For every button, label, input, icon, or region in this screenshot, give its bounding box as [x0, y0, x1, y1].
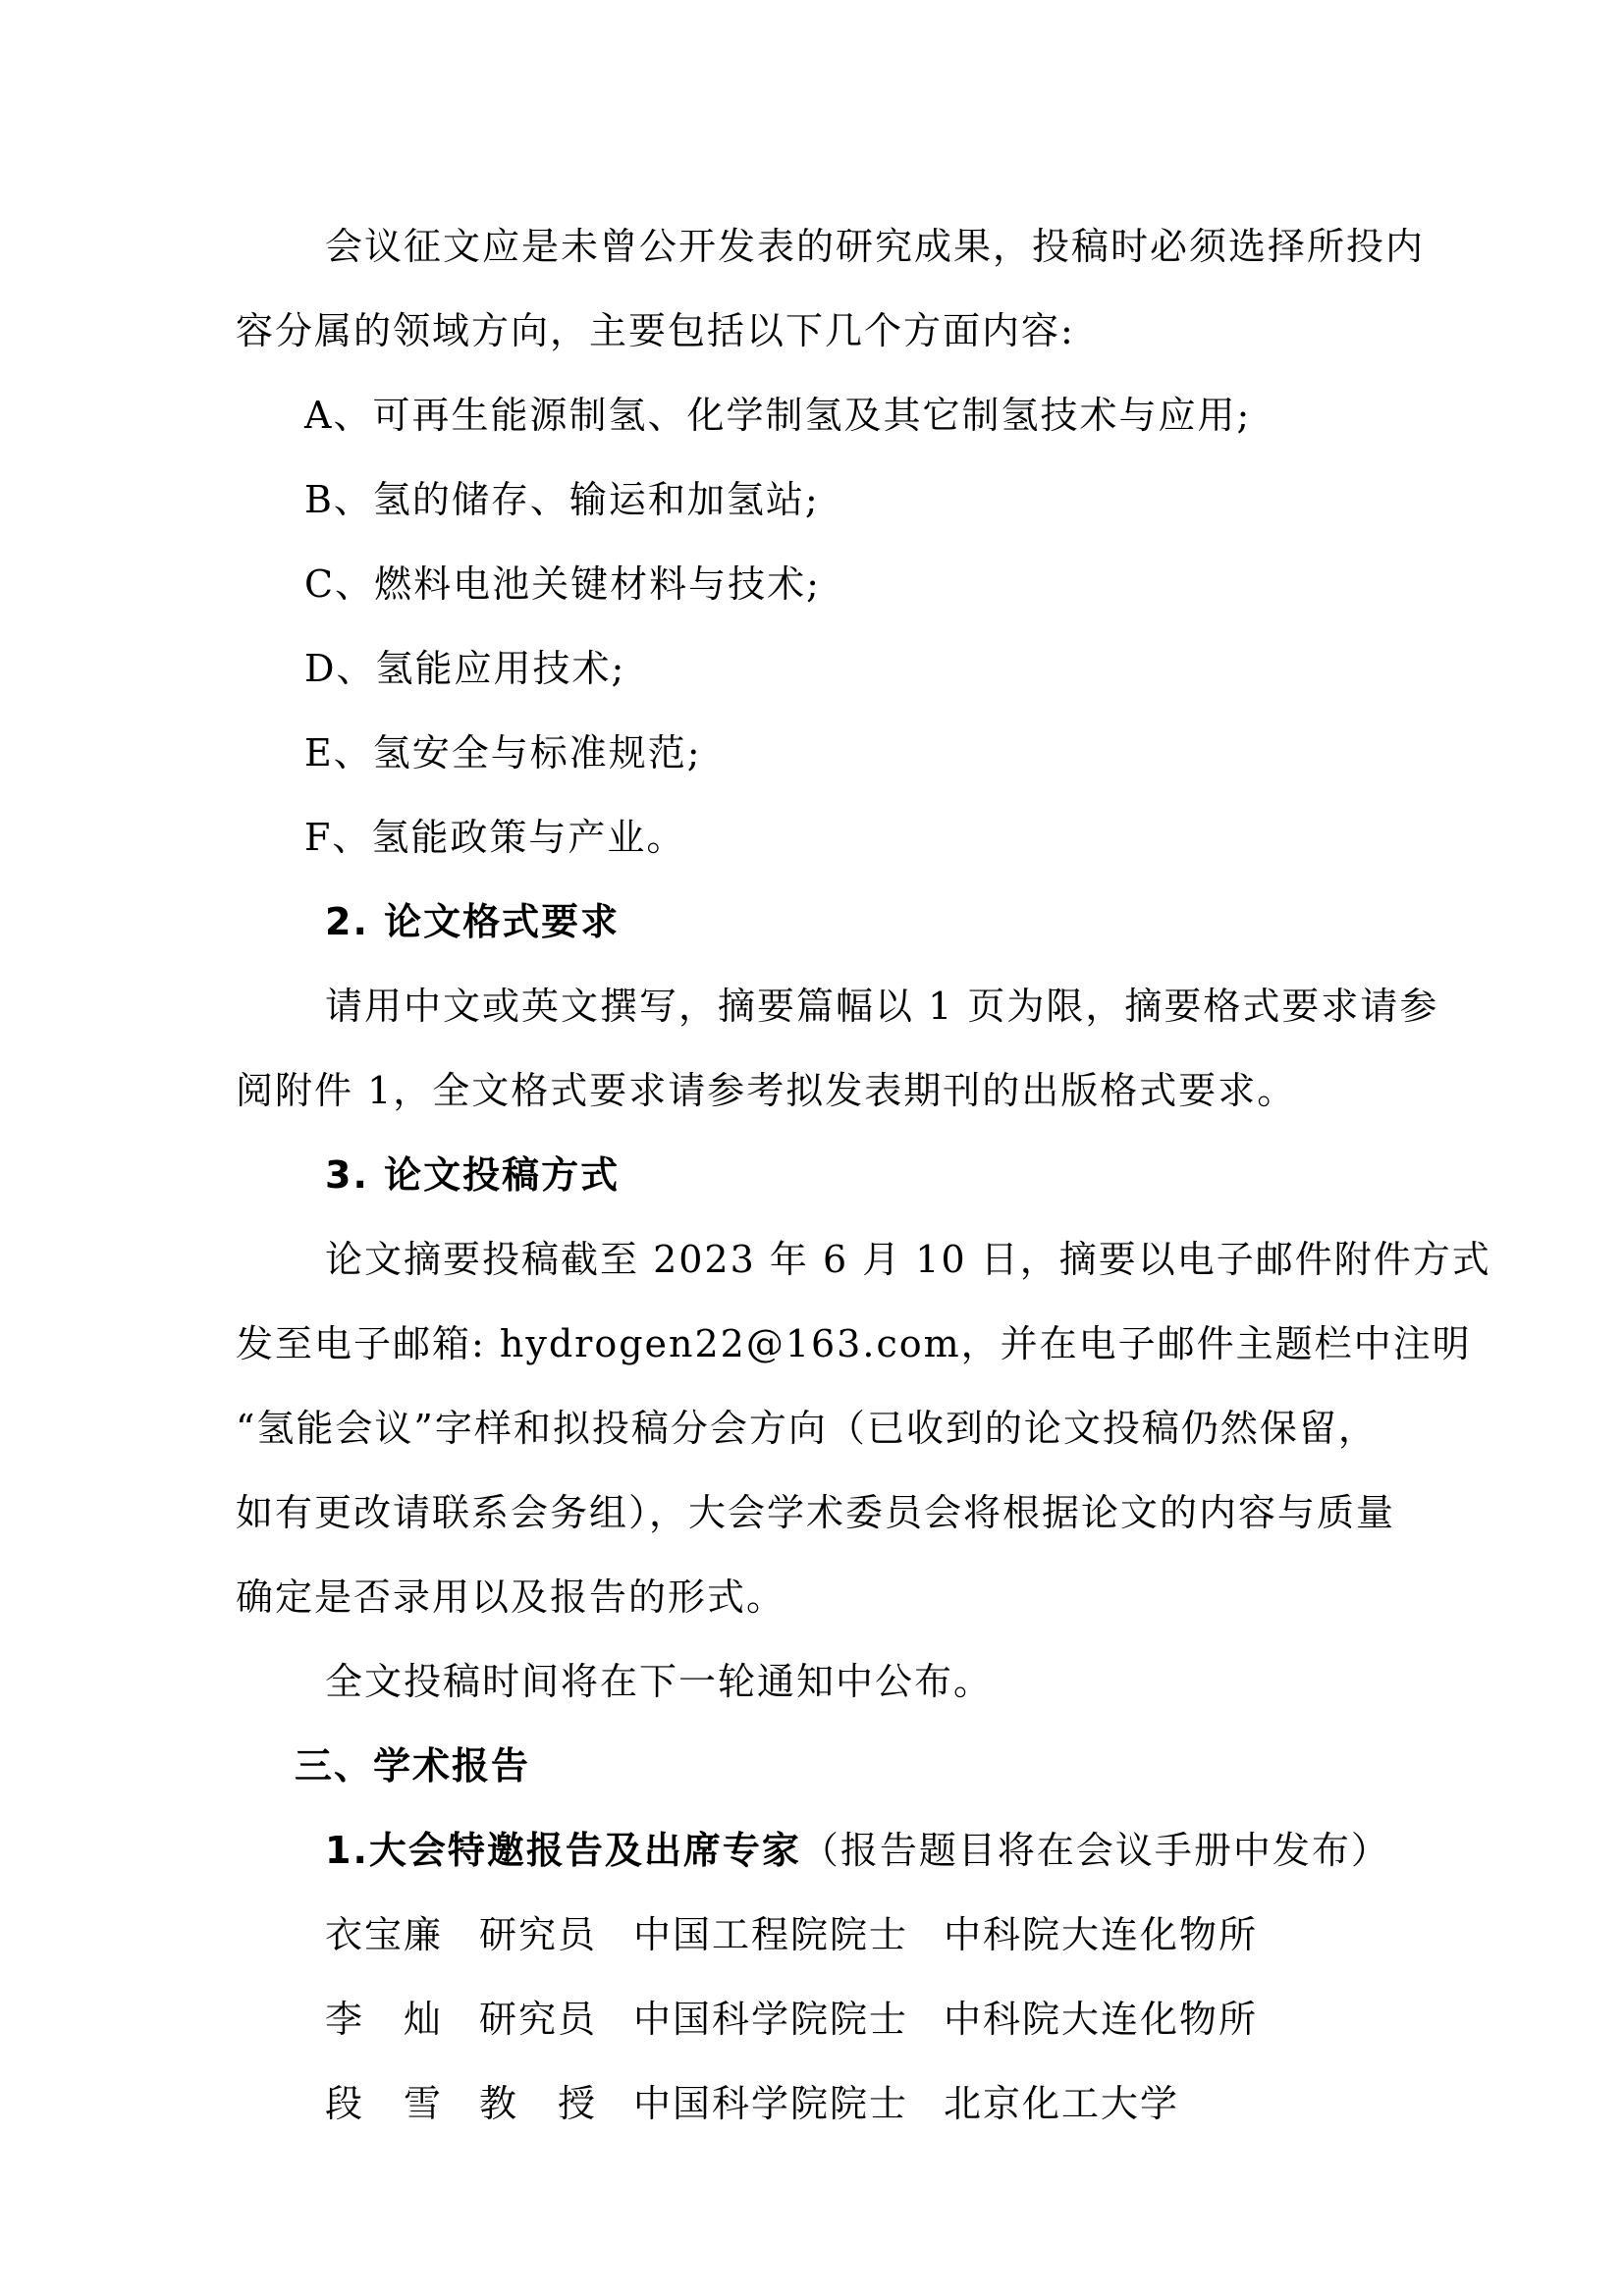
expert-honor: 中国科学院院士 — [633, 2082, 909, 2125]
section-3-line-5: 确定是否录用以及报告的形式。 — [236, 1575, 786, 1619]
expert-title: 教 授 — [479, 2082, 598, 2125]
section-2-line-2: 阅附件 1，全文格式要求请参考拟发表期刊的出版格式要求。 — [236, 1069, 1297, 1112]
expert-org: 中科院大连化物所 — [944, 1913, 1259, 1956]
expert-row — [325, 1910, 1405, 1959]
invited-heading-title: 1.大会特邀报告及出席专家 — [325, 1829, 801, 1872]
expert-row — [325, 2079, 1405, 2128]
section-3-line-4: 如有更改请联系会务组），大会学术委员会将根据论文的内容与质量 — [236, 1491, 1396, 1534]
topic-item-a: A、可再生能源制氢、化学制氢及其它制氢技术与应用; — [304, 394, 1252, 437]
topic-item-f: F、氢能政策与产业。 — [304, 816, 686, 859]
section-2-heading: 2. 论文格式要求 — [325, 900, 621, 943]
invited-heading-note: （报告题目将在会议手册中发布） — [800, 1829, 1390, 1872]
section-3-line-1: 论文摘要投稿截至 2023 年 6 月 10 日，摘要以电子邮件附件方式 — [325, 1238, 1491, 1281]
expert-org: 中科院大连化物所 — [944, 1998, 1259, 2041]
invited-heading — [325, 1826, 1493, 1875]
expert-org: 北京化工大学 — [944, 2082, 1180, 2125]
topic-item-e: E、氢安全与标准规范; — [304, 731, 702, 774]
topic-item-b: B、氢的储存、输运和加氢站; — [304, 478, 820, 521]
intro-line-1: 会议征文应是未曾公开发表的研究成果，投稿时必须选择所投内 — [325, 225, 1426, 268]
expert-name: 段 雪 — [325, 2082, 444, 2125]
section-2-line-1: 请用中文或英文撰写，摘要篇幅以 1 页为限，摘要格式要求请参 — [325, 985, 1439, 1028]
intro-line-2: 容分属的领域方向，主要包括以下几个方面内容: — [236, 309, 1075, 352]
expert-name: 李 灿 — [325, 1998, 444, 2041]
expert-row — [325, 1995, 1405, 2044]
expert-title: 研究员 — [479, 1913, 598, 1956]
section-3-line-3: “氢能会议”字样和拟投稿分会方向（已收到的论文投稿仍然保留， — [236, 1407, 1378, 1450]
topic-item-d: D、氢能应用技术; — [304, 647, 626, 690]
expert-title: 研究员 — [479, 1998, 598, 2041]
section-three-heading: 三、学术报告 — [295, 1744, 531, 1788]
expert-honor: 中国科学院院士 — [633, 1998, 909, 2041]
section-3-line-2: 发至电子邮箱: hydrogen22@163.com，并在电子邮件主题栏中注明 — [236, 1322, 1472, 1365]
topic-item-c: C、燃料电池关键材料与技术; — [304, 562, 821, 606]
section-3-heading: 3. 论文投稿方式 — [325, 1153, 621, 1197]
expert-name: 衣宝廉 — [325, 1913, 444, 1956]
expert-honor: 中国工程院院士 — [633, 1913, 909, 1956]
section-3-note: 全文投稿时间将在下一轮通知中公布。 — [325, 1660, 994, 1703]
